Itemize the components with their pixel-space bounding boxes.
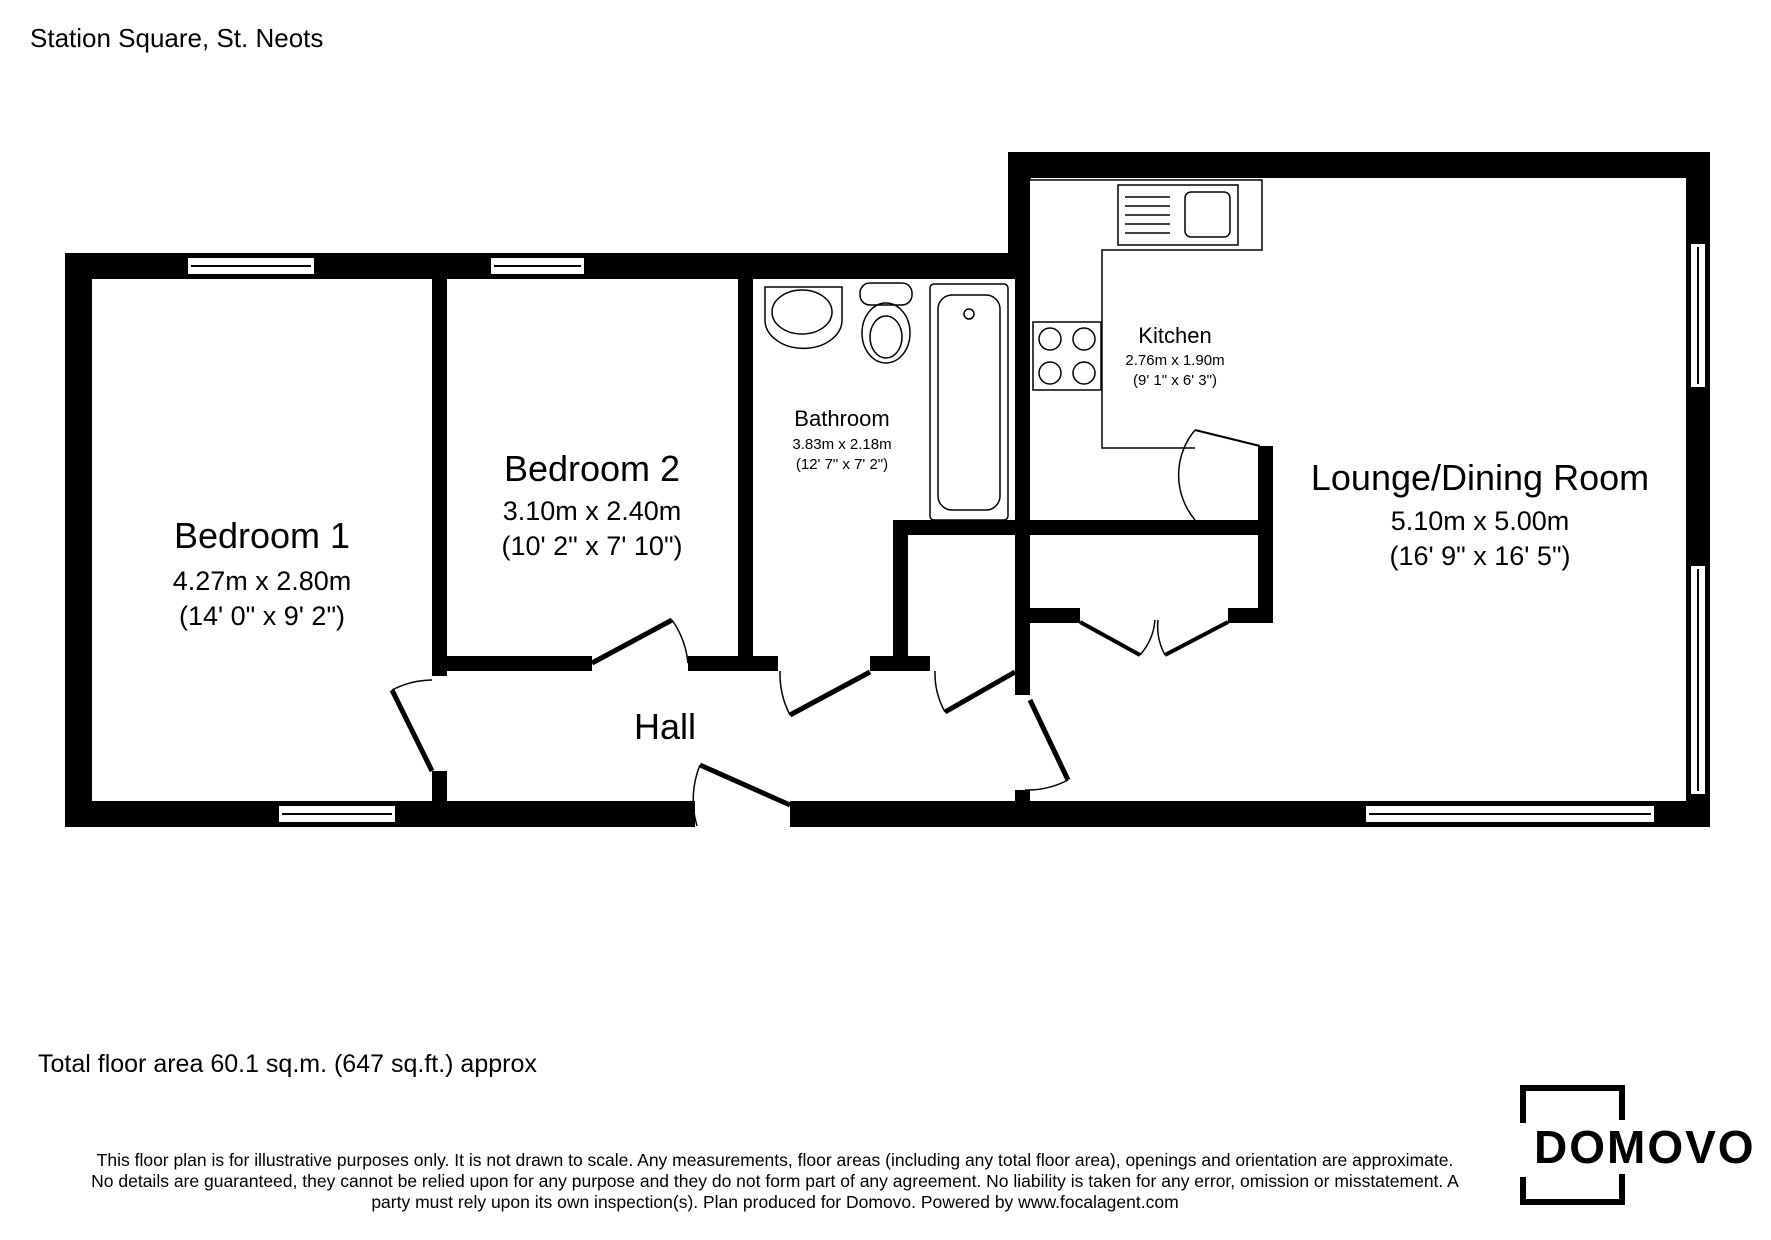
wall-bed2-bath <box>738 279 753 671</box>
wall-bed2-bottom-a <box>432 656 592 671</box>
door-entrance <box>700 765 790 805</box>
bedroom2-imperial: (10' 2" x 7' 10") <box>501 531 683 561</box>
disclaimer-line-3: party must rely upon its own inspection(s). Plan produced for Domovo. Powered by www.focalagent.com <box>371 1192 1179 1212</box>
toilet-bowl <box>862 303 910 363</box>
door-store-right <box>1165 622 1228 655</box>
bathroom-imperial: (12' 7" x 7' 2") <box>795 456 889 473</box>
wall-bed2-bottom-b <box>688 656 778 671</box>
top-wall-right <box>1008 152 1710 178</box>
bedroom1-metric: 4.27m x 2.80m <box>172 566 352 596</box>
kitchen-units <box>1030 178 1262 448</box>
door-store-left <box>1080 622 1140 655</box>
kitchen-imperial: (9' 1" x 6' 3") <box>1133 372 1217 389</box>
entrance-gap <box>695 801 790 827</box>
bedroom1-name: Bedroom 1 <box>173 515 351 556</box>
bathroom-fixtures <box>765 283 1008 520</box>
bedroom2-metric: 3.10m x 2.40m <box>502 496 682 526</box>
bathroom-name: Bathroom <box>794 406 890 431</box>
toilet-cistern <box>860 283 912 305</box>
kitchen-metric: 2.76m x 1.90m <box>1125 352 1225 369</box>
wall-store-a <box>1030 608 1080 623</box>
hob <box>1033 322 1101 390</box>
wall-bed1-bed2 <box>432 279 447 676</box>
wall-cupboard-left <box>893 520 908 670</box>
wall-bath-right <box>1015 279 1030 524</box>
plan-title: Station Square, St. Neots <box>30 23 324 53</box>
wall-kitchen-right <box>1258 446 1273 621</box>
door-bed2 <box>592 620 672 663</box>
domovo-logo <box>1520 1085 1756 1213</box>
doors <box>392 430 1260 826</box>
step-wall <box>1008 152 1030 279</box>
wall-store-b <box>1228 608 1273 623</box>
wall-cupboard-stub <box>870 656 930 671</box>
total-floor-area: Total floor area 60.1 sq.m. (647 sq.ft.) approx <box>38 1050 537 1078</box>
wall-bath-bottom <box>893 520 1268 535</box>
wall-bed1-stub <box>432 771 447 801</box>
kitchen-name: Kitchen <box>1138 323 1212 348</box>
door-bath <box>790 672 870 715</box>
disclaimer-line-2: No details are guaranteed, they cannot be relied upon for any purpose and they do not form part of any agreement. No liability is taken for any error, omission or misstatement. A <box>91 1171 1459 1191</box>
lounge-imperial: (16' 9" x 16' 5") <box>1389 541 1571 571</box>
lounge-name: Lounge/Dining Room <box>1310 457 1650 498</box>
door-cupboard <box>945 672 1015 712</box>
lounge-metric: 5.10m x 5.00m <box>1390 506 1570 536</box>
left-wall <box>65 253 92 827</box>
disclaimer-line-1: This floor plan is for illustrative purposes only. It is not drawn to scale. Any measurements, floor areas (including any total floor area), openings and orientation are approximate. <box>96 1150 1454 1170</box>
wall-hall-right-stub <box>1015 790 1030 810</box>
door-lounge <box>1030 700 1068 780</box>
hall-name: Hall <box>633 706 697 747</box>
logo-wordmark: DOMOVO <box>1528 1120 1762 1174</box>
counter-outline <box>1030 178 1262 448</box>
sink-bowl <box>1185 192 1230 237</box>
disclaimer <box>30 1150 1520 1213</box>
bedroom2-name: Bedroom 2 <box>503 448 681 489</box>
bedroom1-imperial: (14' 0" x 9' 2") <box>178 601 346 631</box>
door-kitchen <box>1195 430 1260 446</box>
bathroom-metric: 3.83m x 2.18m <box>792 436 892 453</box>
wall-hall-right <box>1015 520 1030 695</box>
